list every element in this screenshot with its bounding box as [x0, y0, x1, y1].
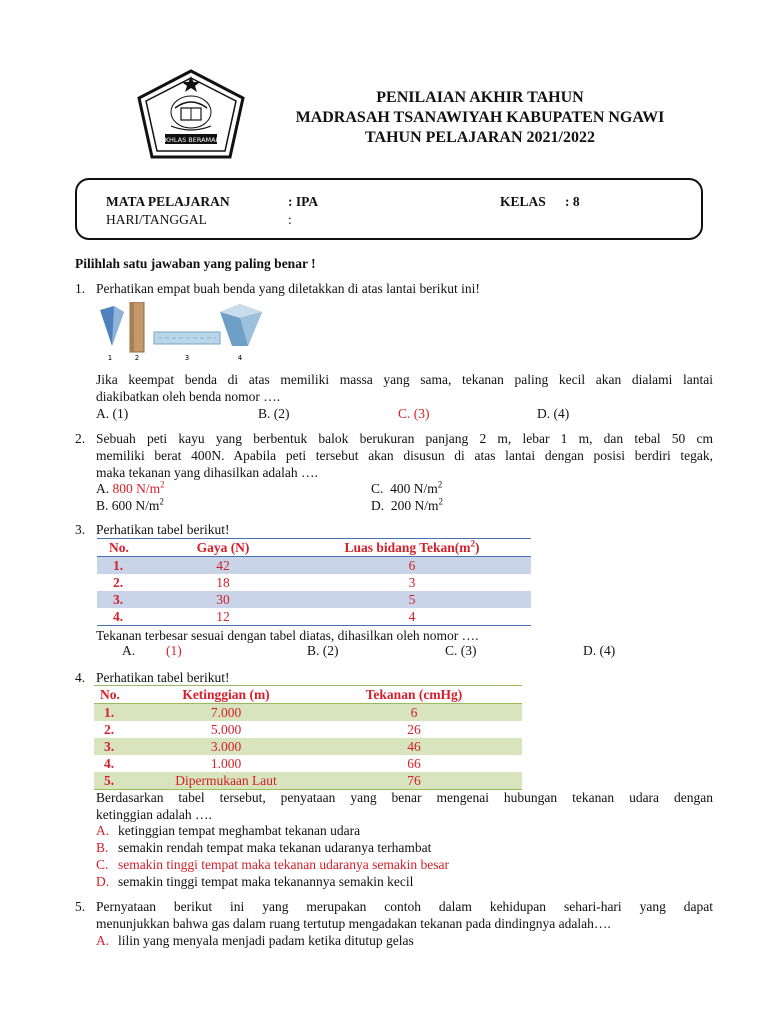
q4-cell-pressure: 6: [410, 705, 418, 720]
q4-cell-altitude: 1.000: [210, 756, 242, 771]
table-row: [97, 608, 531, 626]
q4-cell-no: 1.: [104, 705, 115, 720]
q1-fig-label-3: 3: [184, 354, 190, 362]
q1-option-c: C. (3): [398, 406, 430, 421]
q5-option-a-text: lilin yang menyala menjadi padam ketika ditutup gelas: [118, 933, 414, 948]
q4-header-row: [94, 686, 522, 704]
q4-header-altitude: Ketinggian (m): [182, 687, 270, 702]
q1-number: 1.: [75, 281, 86, 296]
q3-cell-no: 4.: [113, 609, 124, 624]
q3-cell-force: 42: [216, 558, 230, 573]
q4-cell-altitude: 3.000: [210, 739, 242, 754]
q1-body-line2: diakibatkan oleh benda nomor ….: [96, 389, 281, 404]
q4-cell-altitude: Dipermukaan Laut: [175, 773, 277, 788]
day-value: :: [288, 212, 292, 227]
q4-line1: Berdasarkan tabel tersebut, penyataan yang benar mengenai hubungan tekanan udara dengan: [96, 790, 713, 805]
q4-cell-altitude: 7.000: [210, 705, 242, 720]
q2-number: 2.: [75, 431, 86, 446]
q4-option-b-letter: B.: [96, 840, 109, 855]
q2-option-a: [96, 480, 165, 497]
table-row: [97, 591, 531, 608]
q3-option-d: D. (4): [583, 643, 616, 658]
q4-option-a-text: ketinggian tempat meghambat tekanan udara: [118, 823, 361, 838]
q1-option-d: D. (4): [537, 406, 570, 421]
q5-number: 5.: [75, 899, 86, 914]
table-row: [94, 721, 522, 738]
q1-text: Perhatikan empat buah benda yang diletakkan di atas lantai berikut ini!: [96, 281, 480, 296]
q4-option-d: [96, 873, 413, 890]
subject-value: : IPA: [288, 194, 319, 209]
q1-body-line1: Jika keempat benda di atas memiliki massa yang sama, tekanan paling kecil akan dialami lantai: [96, 372, 713, 387]
q2-line3: maka tekanan yang dihasilkan adalah ….: [96, 465, 318, 480]
q4-option-b-text: semakin rendah tempat maka tekanan udaranya terhambat: [118, 840, 432, 855]
q3-option-c: C. (3): [445, 643, 477, 658]
q3-option-b: B. (2): [307, 643, 339, 658]
q3-option-a-text: (1): [166, 643, 182, 658]
q3-option-a-letter: A.: [122, 643, 136, 658]
q1-option-a: A. (1): [96, 406, 129, 421]
q4-cell-no: 3.: [104, 739, 115, 754]
q3-header-no: No.: [109, 540, 129, 555]
q3-header-force: Gaya (N): [196, 540, 250, 555]
table-row: [97, 574, 531, 591]
q2-option-b-text: 600 $N/m^2$: [111, 496, 164, 513]
instruction: Pilihlah satu jawaban yang paling benar !: [75, 256, 316, 271]
table-row: [94, 755, 522, 772]
day-label: HARI/TANGGAL: [106, 212, 207, 227]
q2-option-c: [371, 480, 442, 497]
q4-cell-pressure: 76: [407, 773, 421, 788]
q3-header-row: [97, 539, 531, 557]
q4-option-d-text: semakin tinggi tempat maka tekanannya semakin kecil: [118, 874, 414, 889]
q3-number: 3.: [75, 522, 86, 537]
q4-option-b: [96, 839, 431, 856]
q4-cell-no: 5.: [104, 773, 115, 788]
q2-option-c-text: 400 $N/m^2$: [390, 479, 443, 496]
table-row: [94, 704, 522, 722]
q3-cell-area: 3: [408, 575, 416, 590]
q2-option-a-letter: A.: [96, 481, 110, 496]
kemenag-logo: [135, 68, 247, 160]
q2-option-d-text: 200 $N/m^2$: [390, 496, 444, 513]
q4-line2: ketinggian adalah ….: [96, 807, 212, 822]
q4-option-c: [96, 856, 449, 873]
q3-cell-no: 3.: [113, 592, 124, 607]
q1-fig-label-2: 2: [134, 354, 140, 362]
q1-fig-label-1: 1: [107, 354, 113, 362]
q3-after-text: Tekanan terbesar sesuai dengan tabel diatas, dihasilkan oleh nomor ….: [96, 628, 479, 643]
q4-option-a: [96, 822, 360, 839]
class-label: KELAS: [500, 194, 546, 209]
q4-cell-no: 4.: [104, 756, 115, 771]
q2-line1: Sebuah peti kayu yang berbentuk balok berukuran panjang 2 m, lebar 1 m, dan tebal 50 cm: [96, 431, 713, 446]
table-row: [94, 772, 522, 790]
q4-option-c-text: semakin tinggi tempat maka tekanan udaranya semakin besar: [118, 857, 450, 872]
q3-cell-force: 30: [216, 592, 230, 607]
q3-cell-no: 1.: [113, 558, 124, 573]
q2-option-b-letter: B.: [96, 498, 109, 513]
q3-header-area: Luas bidang $Tekan(m^2)$: [344, 538, 480, 555]
q4-cell-altitude: 5.000: [210, 722, 242, 737]
q4-table: [94, 685, 522, 790]
q5-option-a-letter: A.: [96, 933, 110, 948]
q5-line1: Pernyataan berikut ini yang merupakan contoh dalam kehidupan sehari-hari yang dapat: [96, 899, 713, 914]
subject-label: MATA PELAJARAN: [106, 194, 230, 209]
q2-line2: memiliki berat 400N. Apabila peti tersebut akan disusun di atas lantai dengan posisi berdiri tegak,: [96, 448, 713, 463]
q4-cell-pressure: 46: [407, 739, 421, 754]
q3-cell-force: 18: [216, 575, 230, 590]
academic-year: TAHUN PELAJARAN 2021/2022: [365, 129, 595, 146]
q2-option-c-letter: C.: [371, 481, 384, 496]
q2-option-d: [371, 497, 443, 514]
q4-option-a-letter: A.: [96, 823, 110, 838]
q4-number: 4.: [75, 670, 86, 685]
exam-title: PENILAIAN AKHIR TAHUN: [376, 89, 584, 106]
q2-option-a-text: 800 $N/m^2$: [112, 479, 165, 496]
q1-option-b: B. (2): [258, 406, 290, 421]
q3-cell-area: 4: [408, 609, 416, 624]
q3-cell-no: 2.: [113, 575, 124, 590]
q4-option-d-letter: D.: [96, 874, 110, 889]
logo-ribbon-text: IKHLAS BERAMAL: [162, 136, 220, 144]
q3-cell-force: 12: [216, 609, 230, 624]
q1-figure: [96, 302, 276, 364]
q4-cell-pressure: 26: [407, 722, 421, 737]
class-value: : 8: [565, 194, 580, 209]
q5-line2: menunjukkan bahwa gas dalam ruang tertutup mengadakan tekanan pada dindingnya adalah….: [96, 916, 611, 931]
q2-option-d-letter: D.: [371, 498, 385, 513]
q5-option-a: [96, 932, 414, 949]
q4-cell-no: 2.: [104, 722, 115, 737]
q3-cell-area: 6: [408, 558, 416, 573]
school-name: MADRASAH TSANAWIYAH KABUPATEN NGAWI: [295, 109, 665, 126]
q4-header-no: No.: [100, 687, 120, 702]
q3-cell-area: 5: [408, 592, 416, 607]
q4-text: Perhatikan tabel berikut!: [96, 670, 230, 685]
q4-header-pressure: Tekanan (cmHg): [365, 687, 463, 702]
q4-cell-pressure: 66: [407, 756, 421, 771]
q3-table: [97, 538, 531, 626]
table-row: [94, 738, 522, 755]
q4-option-c-letter: C.: [96, 857, 109, 872]
q1-fig-label-4: 4: [237, 354, 243, 362]
q2-option-b: [96, 497, 164, 514]
q3-text: Perhatikan tabel berikut!: [96, 522, 230, 537]
table-row: [97, 557, 531, 575]
